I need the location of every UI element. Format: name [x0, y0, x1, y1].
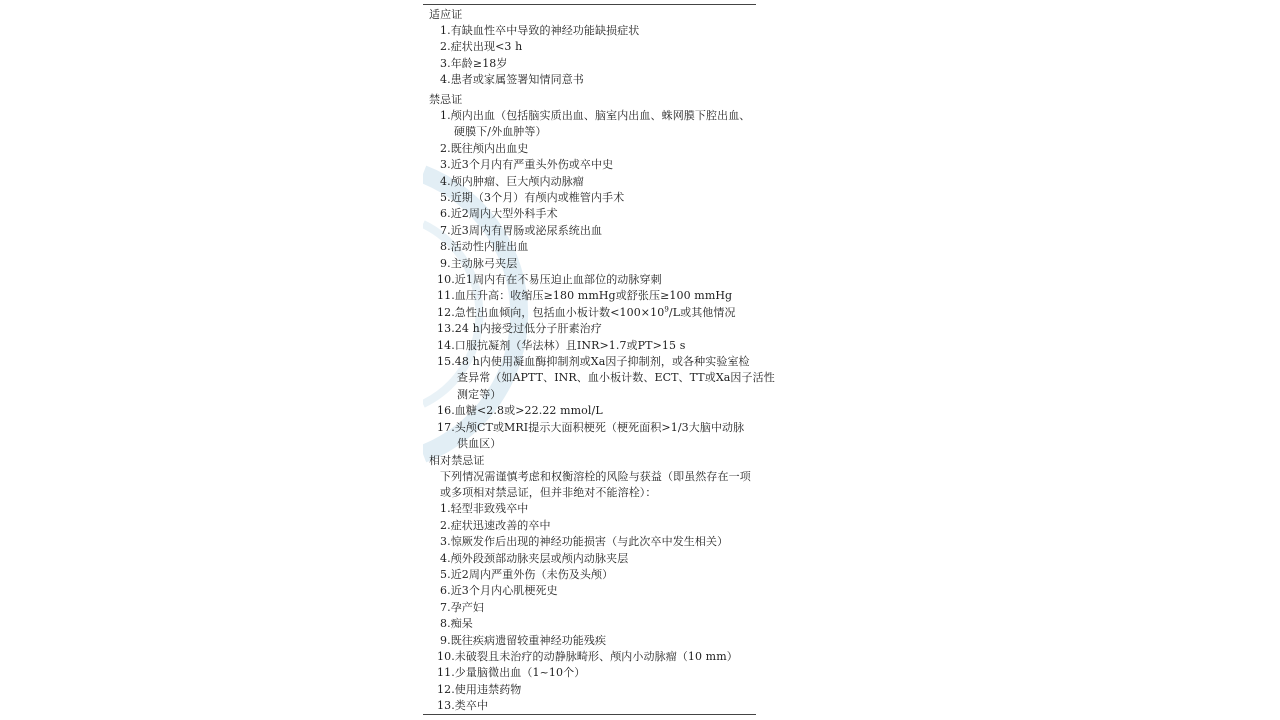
contraindication-item: 5.近期（3个月）有颅内或椎管内手术 — [440, 191, 625, 204]
contraindication-item: 15.48 h内使用凝血酶抑制剂或Xa因子抑制剂，或各种实验室检 — [437, 355, 750, 368]
superscript: 9 — [664, 305, 669, 314]
contraindication-item: 14.口服抗凝剂（华法林）且INR>1.7或PT>15 s — [437, 339, 686, 352]
relative-item: 4.颅外段颈部动脉夹层或颅内动脉夹层 — [440, 552, 629, 565]
indication-item: 3.年龄≥18岁 — [440, 57, 508, 70]
section-title-relative-contraindications: 相对禁忌证 — [429, 454, 485, 467]
contraindication-item-cont: 查异常（如APTT、INR、血小板计数、ECT、TT或Xa因子活性 — [457, 371, 775, 384]
relative-intro: 下列情况需谨慎考虑和权衡溶栓的风险与获益（即虽然存在一项 — [440, 470, 751, 483]
relative-item: 2.症状迅速改善的卒中 — [440, 519, 551, 532]
contraindication-item: 7.近3周内有胃肠或泌尿系统出血 — [440, 224, 603, 237]
document-page — [423, 4, 775, 716]
contraindication-text: /L或其他情况 — [668, 306, 736, 319]
relative-item: 9.既往疾病遗留较重神经功能残疾 — [440, 634, 607, 647]
relative-item: 12.使用违禁药物 — [437, 683, 522, 696]
relative-item: 11.少量脑微出血（1~10个） — [437, 666, 586, 679]
indication-item: 4.患者或家属签署知情同意书 — [440, 73, 584, 86]
contraindication-item-cont: 测定等） — [457, 388, 502, 401]
contraindication-item — [437, 305, 736, 321]
relative-item: 3.惊厥发作后出现的神经功能损害（与此次卒中发生相关） — [440, 535, 729, 548]
indication-item: 1.有缺血性卒中导致的神经功能缺损症状 — [440, 24, 640, 37]
relative-item: 6.近3个月内心肌梗死史 — [440, 584, 558, 597]
contraindication-item: 2.既往颅内出血史 — [440, 142, 529, 155]
relative-item: 5.近2周内严重外伤（未伤及头颅） — [440, 568, 614, 581]
contraindication-item: 16.血糖<2.8或>22.22 mmol/L — [437, 404, 603, 417]
contraindication-item: 8.活动性内脏出血 — [440, 240, 529, 253]
relative-item: 1.轻型非致残卒中 — [440, 502, 529, 515]
contraindication-text: 12.急性出血倾向，包括血小板计数<100×10 — [437, 306, 665, 319]
section-title-indications: 适应证 — [429, 8, 463, 21]
contraindication-item: 9.主动脉弓夹层 — [440, 257, 518, 270]
contraindication-item: 6.近2周内大型外科手术 — [440, 207, 558, 220]
contraindication-item-cont: 硬膜下/外血肿等） — [454, 125, 547, 138]
contraindication-item-cont: 供血区） — [457, 437, 502, 450]
top-rule — [423, 4, 756, 5]
contraindication-item: 11.血压升高：收缩压≥180 mmHg或舒张压≥100 mmHg — [437, 289, 733, 302]
contraindication-item: 3.近3个月内有严重头外伤或卒中史 — [440, 158, 614, 171]
relative-item: 7.孕产妇 — [440, 601, 484, 614]
relative-item: 13.类卒中 — [437, 699, 489, 712]
contraindication-item: 10.近1周内有在不易压迫止血部位的动脉穿刺 — [437, 273, 662, 286]
contraindication-item: 4.颅内肿瘤、巨大颅内动脉瘤 — [440, 175, 584, 188]
contraindication-item: 1.颅内出血（包括脑实质出血、脑室内出血、蛛网膜下腔出血、 — [440, 109, 751, 122]
section-title-contraindications: 禁忌证 — [429, 93, 463, 106]
bottom-rule — [423, 714, 756, 715]
relative-item: 8.痴呆 — [440, 617, 473, 630]
contraindication-item: 17.头颅CT或MRI提示大面积梗死（梗死面积>1/3大脑中动脉 — [437, 421, 745, 434]
relative-item: 10.未破裂且未治疗的动静脉畸形、颅内小动脉瘤（10 mm） — [437, 650, 738, 663]
relative-intro-cont: 或多项相对禁忌证，但并非绝对不能溶栓）： — [440, 486, 657, 499]
contraindication-item: 13.24 h内接受过低分子肝素治疗 — [437, 322, 602, 335]
indication-item: 2.症状出现<3 h — [440, 40, 523, 53]
